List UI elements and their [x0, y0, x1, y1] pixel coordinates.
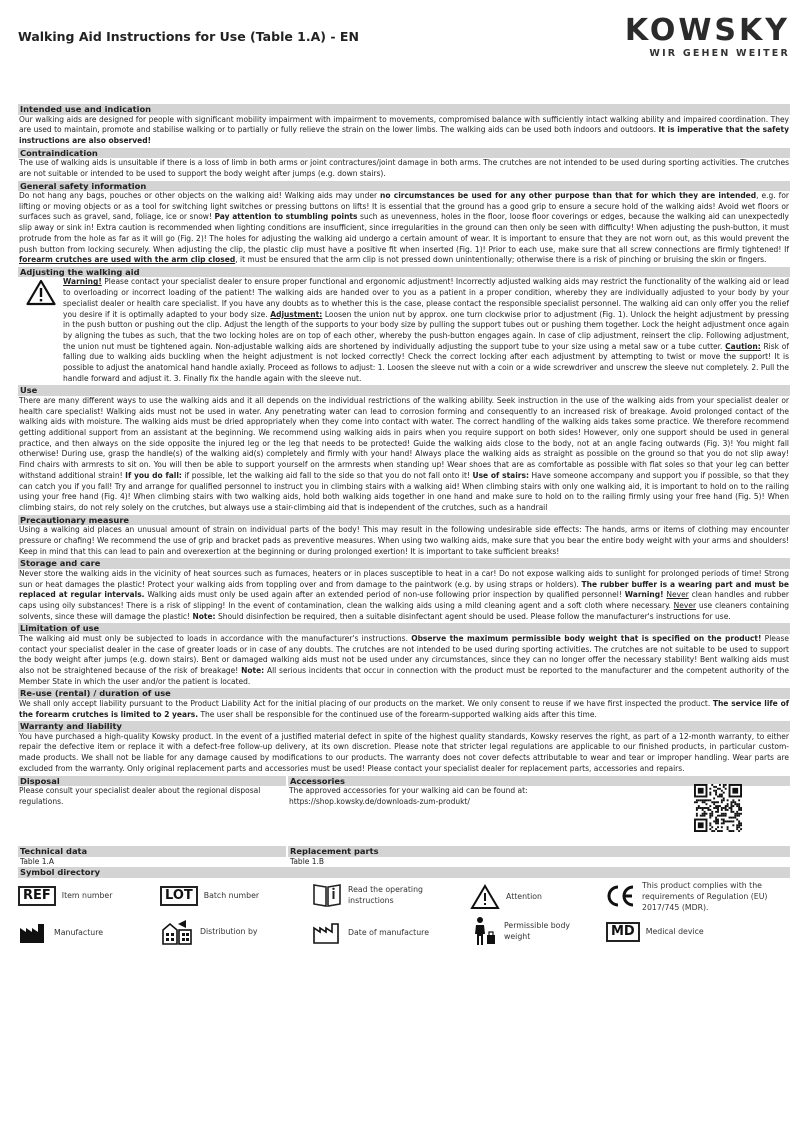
distribution-label: Distribution by	[200, 927, 258, 937]
adjust-text-2: Loosen the union nut by approx. one turn clockwise prior to adjustment (Fig. 1). Unlock the height adjustment by pressing in the push button or pushing out the clip. Adjust the length of the supports to your body size by pulling the support tubes out or pushing them together. Lock the height adjustment once again by aligning the tubes as such, that the two locking holes are on top of each other, whereby the push-button engages again. In case of clip adjustment, reinsert the clip. Following adjustment, the union nut must be tightened again. Non-adjustable walking aids are shortened by individually adjusting the support tube to your size using a metal saw or a tube cutter.	[63, 309, 789, 351]
lot-icon: LOT	[160, 886, 198, 906]
limitation-text-2: Please contact your specialist dealer in the case of greater loads or in case of any doubts. The crutches are not intended to be used during sporting activities. The crutches are not suitable to be used to support the body weight after jumps (e.g. down stairs). Bent or damaged walking aids must not be used under any circumstances, since they can no longer offer the necessary stability! Bent walking aids must also not be straightened because of the risk of breakage!	[19, 633, 790, 675]
section-heading-warranty: Warranty and liability	[18, 721, 790, 732]
ce-label: This product complies with the requirements of Regulation (EU) 2017/745 (MDR).	[642, 880, 768, 912]
brand-logo	[625, 14, 790, 59]
accessories-heading: Accessories	[288, 776, 790, 787]
section-body-precaution: Using a walking aid places an unusual amount of strain on individual parts of the body! This may result in the following undesirable side effects: The hands, arms or items of clothing may encounter pressure or chafing! We recommend the use of grip and bracket pads as preventive measures. When using two walking aids, make sure that you bear the entire body weight with your arms and shoulders! Keep in mind that this can lead to pain and overexertion at the beginning or during prolonged exertion! It is important to take sufficient breaks!	[19, 525, 789, 556]
date-label: Date of manufacture	[348, 928, 430, 938]
read-instructions-icon	[312, 882, 342, 908]
ref-label: Item number	[61, 891, 113, 901]
adjust-text-1: Please contact your specialist dealer to ensure proper functional and ergonomic adjustment! Incorrectly adjusted walking aids may restrict the functionality of the walking aid or lead to overloading or incorrect loading of the patient! The walking aids are handed over to you as a patient in a proper condition, whereby they are individually adjusted to your body by your specialist dealer or health care specialist. If you have any doubts as to whether this is the case, please contact the responsible specialist personnel. The walking aid can only offer you the relief you desire if it is optimally adapted to your body size.	[63, 277, 789, 319]
date-of-manufacture-icon	[312, 922, 342, 944]
technical-heading: Technical data	[18, 846, 286, 857]
storage-text-4: use cleaners containing solvents, since these will damage the plastic!	[19, 600, 789, 621]
use-text-3: Have someone accompany and support you if possible, so that they can catch you if you fall! Try and arrange for qualified personnel to instruct you in climbing stairs with a walking aid! When climbing stairs with only one walking aid, it is important to hold on to the railing using your free hand (Fig. 4)! When climbing stairs with two walking aids, hold both walking aids together in one hand and make sure to hold on to the railing firmly using your free hand (Fig. 5)! When climbing stairs, do not rely solely on the crutches, but always use a stair-climbing aid that is independent of the crutches, such as a handrail	[19, 470, 789, 512]
storage-bold-3: Note:	[192, 611, 216, 621]
accessories-body	[288, 786, 790, 842]
storage-text-1: Never store the walking aids in the vicinity of heat sources such as furnaces, heaters or in places susceptible to heat in a car! Do not expose walking aids to sunlight for prolonged periods of time! Strong sun or heat damages the plastic! Protect your walking aids from toppling over and from damage to the paintwork (e.g. by using straps or holders).	[19, 568, 789, 589]
symbol-distribution	[160, 918, 258, 946]
safety-bold-1: no circumstances be used for any other purpose than that for which they are intended	[380, 191, 757, 201]
content	[18, 103, 790, 966]
section-body-warranty: You have purchased a high-quality Kowsky product. In the event of a justified material defect in spite of the highest quality standards, Kowsky reserves the right, as part of a 12-month warranty, to either repair the defective item or replace it with a defect-free follow-up delivery, at its own discretion. Please note that stricter legal regulations are applicable to our finished products, in particular custom-made products. We shall not be liable for any damage caused by modifications to our products. The warranty does not cover defects attributable to wear and tear or improper handling. Wear parts are excluded from the warranty. Only original replacement parts and accessories must be used! Please contact your specialist dealer for replacement parts, accessories and repairs.	[19, 731, 789, 773]
intended-text: Our walking aids are designed for people with significant mobility impairment with impairment to movements, compromised balance with sufficiently intact walking ability and impaired coordination. They are used to maintain, promote and stabilise walking or to partially or fully relieve the strain on the lower limbs. The walking aids can be used both indoors and outdoors.	[19, 114, 789, 135]
section-heading-storage: Storage and care	[18, 558, 790, 569]
disposal-text: Please consult your specialist dealer about the regional disposal regulations.	[19, 786, 261, 806]
lot-label: Batch number	[203, 891, 260, 901]
section-heading-reuse: Re-use (rental) / duration of use	[18, 688, 790, 699]
attention-icon	[470, 884, 500, 910]
ce-mark-icon	[604, 883, 636, 909]
symbols-heading: Symbol directory	[18, 867, 790, 878]
use-bold-2: Use of stairs:	[472, 470, 529, 480]
storage-text-3: clean handles and rubber caps using oily substances! There is a risk of slipping! In the event of contamination, clean the walking aids using a mild cleaning agent and a soft cloth where necessary.	[19, 590, 790, 610]
symbol-ifu	[312, 882, 452, 908]
limitation-text-3: All serious incidents that occur in connection with the product must be reported to the manufacturer and the competent authority of the Member State in which the user and/or the patient is located.	[19, 665, 789, 686]
warning-triangle-icon	[19, 277, 63, 384]
qr-code-icon[interactable]	[694, 784, 742, 832]
ref-icon: REF	[18, 886, 56, 906]
brand-name: KOWSKY	[624, 13, 790, 48]
symbol-lot	[160, 886, 259, 906]
symbol-ce	[604, 880, 790, 913]
section-heading-adjusting: Adjusting the walking aid	[18, 267, 790, 278]
brand-tagline: WIR GEHEN WEITER	[649, 48, 790, 59]
symbol-attention	[470, 884, 542, 910]
storage-underline-1: Never	[666, 590, 689, 600]
section-body-storage	[18, 569, 790, 623]
section-body-safety	[18, 191, 790, 266]
section-heading-use: Use	[18, 385, 790, 396]
section-heading-intended-use: Intended use and indication	[18, 104, 790, 115]
symbol-md	[606, 922, 704, 942]
storage-bold-1: The rubber buffer is a wearing part and must be replaced at regular intervals.	[19, 579, 790, 600]
document-title: Walking Aid Instructions for Use (Table 1.A) - EN	[18, 29, 359, 44]
symbol-date	[312, 922, 429, 944]
md-label: Medical device	[645, 927, 704, 937]
use-text-2: if possible, let the walking aid fall to the side so that you do not fall onto it!	[181, 470, 473, 480]
accessories-column	[286, 776, 790, 843]
symbol-manufacture	[18, 922, 103, 944]
section-body-adjusting	[18, 277, 790, 384]
section-heading-precaution: Precautionary measure	[18, 515, 790, 526]
tables-row	[18, 846, 790, 867]
manufacture-label: Manufacture	[54, 928, 104, 938]
accessories-link[interactable]: https://shop.kowsky.de/downloads-zum-produkt/	[289, 796, 470, 806]
safety-bold-2: Pay attention to stumbling points	[214, 212, 358, 222]
section-body-contraindication: The use of walking aids is unsuitable if there is a loss of limb in both arms or joint contractures/joint damage in both arms. The crutches are not intended to be used during sporting activities. The crutches are not suitable or intended to be used to support the body weight after jumps (e.g. down stairs).	[19, 158, 789, 178]
storage-text-5: Should disinfection be required, then a suitable disinfectant agent should be used. Please follow the manufacturer's instructions for use.	[215, 611, 731, 621]
adjust-text-3: Risk of falling due to walking aids buckling when the height adjustment is not locked correctly! Check the correct locking after each adjustment by attempting to twist or move the support! It is possible to adjust the anatomical hand handle axially. Proceed as follows to adjust: 1. Loosen the sleeve nut with a coin or a wide screwdriver and unscrew the sleeve nut completely. 2. Pull the handle forward and adjust it. 3. Finally fix the handle again with the sleeve nut.	[63, 341, 789, 383]
limitation-bold-1: Observe the maximum permissible body weight that is specified on the product!	[411, 633, 762, 643]
safety-bold-underline: forearm crutches are used with the arm clip closed	[19, 255, 236, 265]
limitation-text-1: The walking aid must only be subjected to loads in accordance with the manufacturer's instructions.	[19, 633, 412, 643]
reuse-bold-1: The service life of the forearm crutches is limited to 2 years.	[19, 698, 790, 719]
section-heading-safety: General safety information	[18, 181, 790, 192]
manufacturer-icon	[18, 922, 48, 944]
technical-column	[18, 846, 286, 867]
storage-bold-2: Warning!	[624, 590, 664, 600]
accessories-text: The approved accessories for your walking aid can be found at:	[289, 786, 528, 796]
use-bold-1: If you do fall:	[125, 470, 182, 480]
distributor-icon	[160, 918, 194, 946]
storage-underline-2: Never	[673, 600, 697, 610]
disposal-accessories-row	[18, 776, 790, 843]
section-body-limitation	[18, 634, 790, 688]
technical-value: Table 1.A	[20, 856, 55, 866]
reuse-text-2: The user shall be responsible for the continued use of the forearm-supported walking aids after this time.	[198, 709, 597, 719]
safety-text-1: Do not hang any bags, pouches or other objects on the walking aid! Walking aids may under	[19, 191, 381, 201]
md-icon: MD	[606, 922, 640, 942]
body-weight-icon	[470, 916, 498, 946]
disposal-column	[18, 776, 286, 843]
adjust-warning-label: Warning!	[63, 277, 102, 287]
symbol-directory	[18, 880, 790, 966]
section-heading-contraindication: Contraindication	[18, 148, 790, 159]
section-body-intended-use	[18, 115, 790, 147]
limitation-bold-2: Note:	[241, 665, 265, 675]
replacement-heading: Replacement parts	[288, 846, 790, 857]
reuse-text-1: We shall only accept liability pursuant to the Product Liability Act for the initial placing of our products on the market. We only consent to reuse if we have first inspected the product.	[19, 698, 713, 708]
symbol-weight	[470, 916, 600, 946]
section-body-use	[18, 396, 790, 514]
replacement-column	[286, 846, 790, 867]
adjust-adjustment-label: Adjustment:	[270, 309, 323, 319]
symbol-ref	[18, 886, 112, 906]
adjusting-text	[63, 277, 789, 384]
section-body-reuse	[18, 699, 790, 720]
intended-bold: It is imperative that the safety instructions are also observed!	[19, 125, 789, 145]
section-heading-limitation: Limitation of use	[18, 623, 790, 634]
replacement-value: Table 1.B	[290, 856, 325, 866]
use-text-1: There are many different ways to use the walking aids and it all depends on the individual restrictions of the walking ability. Seek instruction in the use of the walking aids from your specialist dealer or health care specialist! Walking aids must not be used in water. Any penetrating water can lead to corrosion forming and consequently to an increased risk of breakage. Avoid prolonged contact of the walking aids with moisture. The walking aids must be dried appropriately when they come into contact with water. The correct handling of the walking aids takes some practice. We therefore recommend getting additional support from an assistant at the beginning. We recommend using walking aids in pairs when you require support on both sides! However, only one support should be used in general practice, and then always on the side opposite the injured leg or the leg that needs to be protected! Guide the walking aids close to the body, not at an angle facing outwards (Fig. 3)! You might fall otherwise! During use, grasp the handle(s) of the walking aid(s) completely and firmly with your hand! Always place the walking aids as straight as possible on the ground so that you do not slip away! Find chairs with armrests to sit on. You will then be able to support yourself on the armrests when standing up! Wear shoes that are as comfortable as possible with flat soles so that your leg can better withstand additional strain!	[19, 395, 789, 480]
adjust-caution-label: Caution:	[725, 341, 761, 351]
safety-text-2: , e.g. for lifting or moving objects or as a tool for switching light switches or pressing buttons on lifts! It is essential that the ground has a good grip to ensure a secure hold of the walking aids! Avoid wet floors or surfaces such as gravel, sand, foliage, ice or snow!	[19, 191, 789, 222]
ifu-label: Read the operating instructions	[348, 884, 423, 905]
attention-label: Attention	[506, 892, 542, 902]
storage-text-2: Walking aids must only be used again after an extended period of non-use following prior inspection by qualified personnel!	[144, 590, 625, 600]
safety-text-3: such as unevenness, holes in the floor, loose floor coverings or edges, because the walking aid can unexpectedly slip away or sink in! Extra caution is recommended when lighting conditions are insufficient, since irregularities in the ground can then only be seen with difficulty! When adjusting the push-button, it must protrude from the hole as far as it will go (Fig. 2)! The holes for adjusting the walking aid undergo a certain amount of wear. It is important to ensure that they are not worn out, as this would prevent the push button from locking securely. When adjusting the clip, the plastic clip must have a positive fit when inserted (Fig. 1)! Prior to each use, make sure that all screw connections are firmly tightened! If	[19, 212, 790, 254]
weight-label: Permissible body weight	[504, 920, 571, 941]
safety-text-4: , it must be ensured that the arm clip is not pressed down unintentionally; otherwise there is a risk of pinching or bruising the skin or fingers.	[235, 255, 767, 265]
disposal-heading: Disposal	[18, 776, 286, 787]
